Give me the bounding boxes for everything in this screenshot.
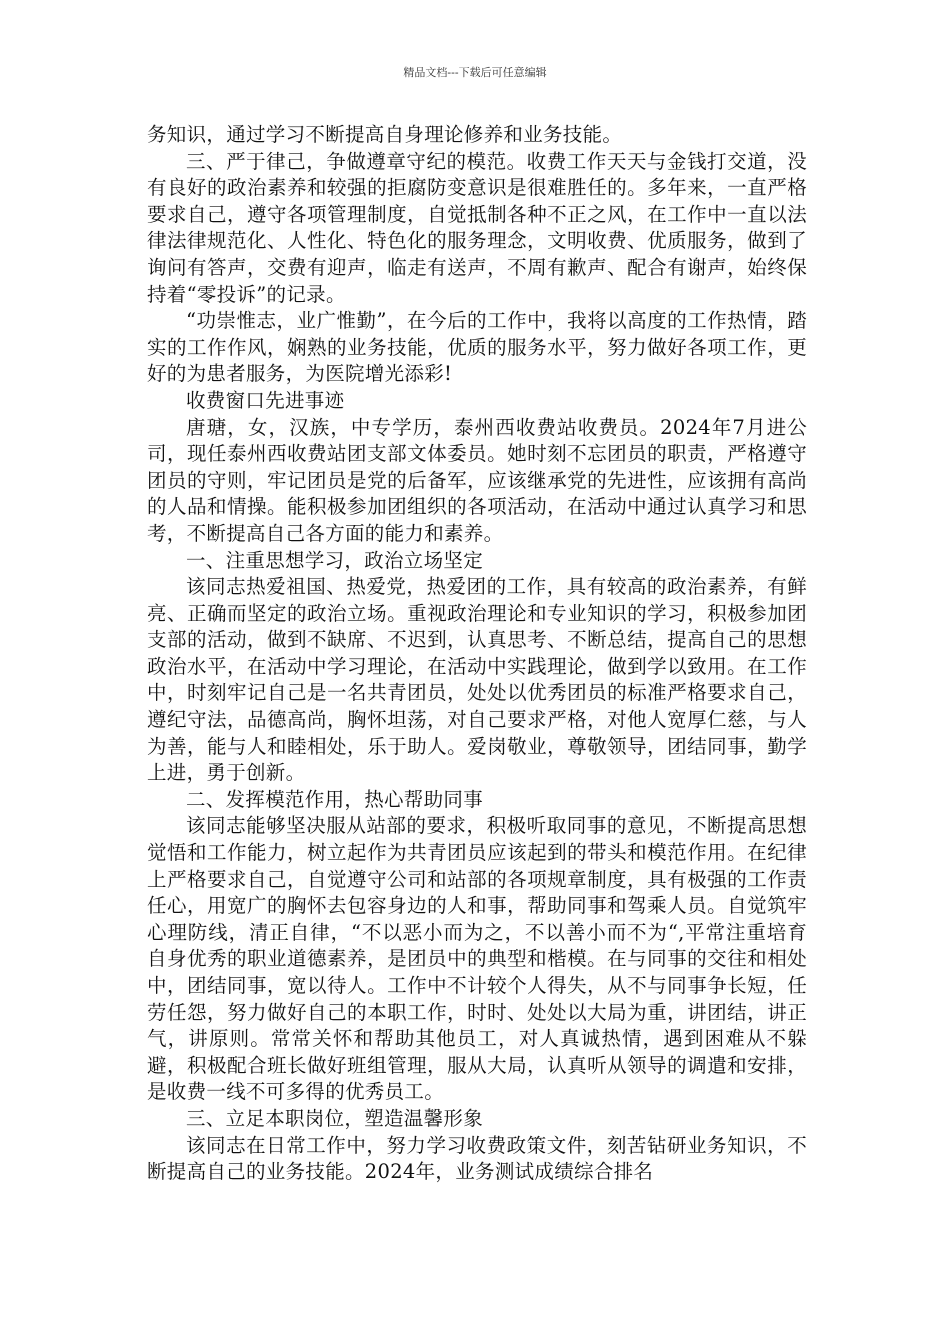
section-title: 收费窗口先进事迹 xyxy=(186,388,345,412)
paragraph-continuation: 务知识，通过学习不断提高自身理论修养和业务技能。 xyxy=(147,123,623,146)
paragraph-study: 该同志热爱祖国、热爱党，热爱团的工作，具有较高的政治素养，有鲜亮、正确而坚定的政治立场。重视政治理论和专业知识的学习，积极参加团支部的活动，做到不缺席、不迟到，认真思考、不断总结，提高自己的思想政治水平，在活动中学习理论，在活动中实践理论，做到学以致用。在工作中，时刻牢记自己是一名共青团员，处处以优秀团员的标准严格要求自己，遵纪守法，品德高尚，胸怀坦荡，对自己要求严格，对他人宽厚仁慈，与人为善，能与人和睦相处，乐于助人。爱岗敬业，尊敬领导，团结同事，勤学上进，勇于创新。 xyxy=(147,575,807,785)
document-body xyxy=(147,122,807,1186)
page-header: 精品文档---下载后可任意编辑 xyxy=(403,66,547,79)
paragraph-intro: 唐瑭，女，汉族，中专学历，泰州西收费站收费员。2024年7月进公司，现任泰州西收费站团支部文体委员。她时刻不忘团员的职责，严格遵守团员的守则，牢记团员是党的后备军，应该继承党的先进性，应该拥有高尚的人品和情操。能积极参加团组织的各项活动，在活动中通过认真学习和思考，不断提高自己各方面的能力和素养。 xyxy=(147,415,807,545)
paragraph-role-model: 该同志能够坚决服从站部的要求，积极听取同事的意见，不断提高思想觉悟和工作能力，树立起作为共青团员应该起到的带头和模范作用。在纪律上严格要求自己，自觉遵守公司和站部的各项规章制度，具有极强的工作责任心，用宽广的胸怀去包容身边的人和事，帮助同事和驾乘人员。自觉筑牢心理防线，清正自律，“不以恶小而为之，不以善小而不为“,平常注重培育自身优秀的职业道德素养，是团员中的典型和楷模。在与同事的交往和相处中，团结同事，宽以待人。工作中不计较个人得失，从不与同事争长短，任劳任怨，努力做好自己的本职工作，时时、处处以大局为重，讲团结，讲正气，讲原则。常常关怀和帮助其他员工，对人真诚热情，遇到困难从不躲避，积极配合班长做好班组管理，服从大局，认真听从领导的调遣和安排，是收费一线不可多得的优秀员工。 xyxy=(147,814,807,1104)
paragraph-self-discipline: 三、严于律己，争做遵章守纪的模范。收费工作天天与金钱打交道，没有良好的政治素养和较强的拒腐防变意识是很难胜任的。多年来，一直严格要求自己，遵守各项管理制度，自觉抵制各种不正之风，在工作中一直以法律法律规范化、人性化、特色化的服务理念，文明收费、优质服务，做到了询问有答声，交费有迎声，临走有送声，不周有歉声、配合有谢声，始终保持着“零投诉”的记录。 xyxy=(147,149,807,306)
heading-two: 二、发挥模范作用，热心帮助同事 xyxy=(186,787,484,811)
heading-three: 三、立足本职岗位，塑造温馨形象 xyxy=(186,1106,484,1130)
paragraph-closing: “功崇惟志，业广惟勤”，在今后的工作中，我将以高度的工作热情，踏实的工作作风，娴熟的业务技能，优质的服务水平，努力做好各项工作，更好的为患者服务，为医院增光添彩! xyxy=(147,309,807,386)
paragraph-job-post: 该同志在日常工作中，努力学习收费政策文件，刻苦钻研业务知识，不断提高自己的业务技能。2024年，业务测试成绩综合排名 xyxy=(147,1133,807,1184)
heading-one: 一、注重思想学习，政治立场坚定 xyxy=(186,548,484,572)
